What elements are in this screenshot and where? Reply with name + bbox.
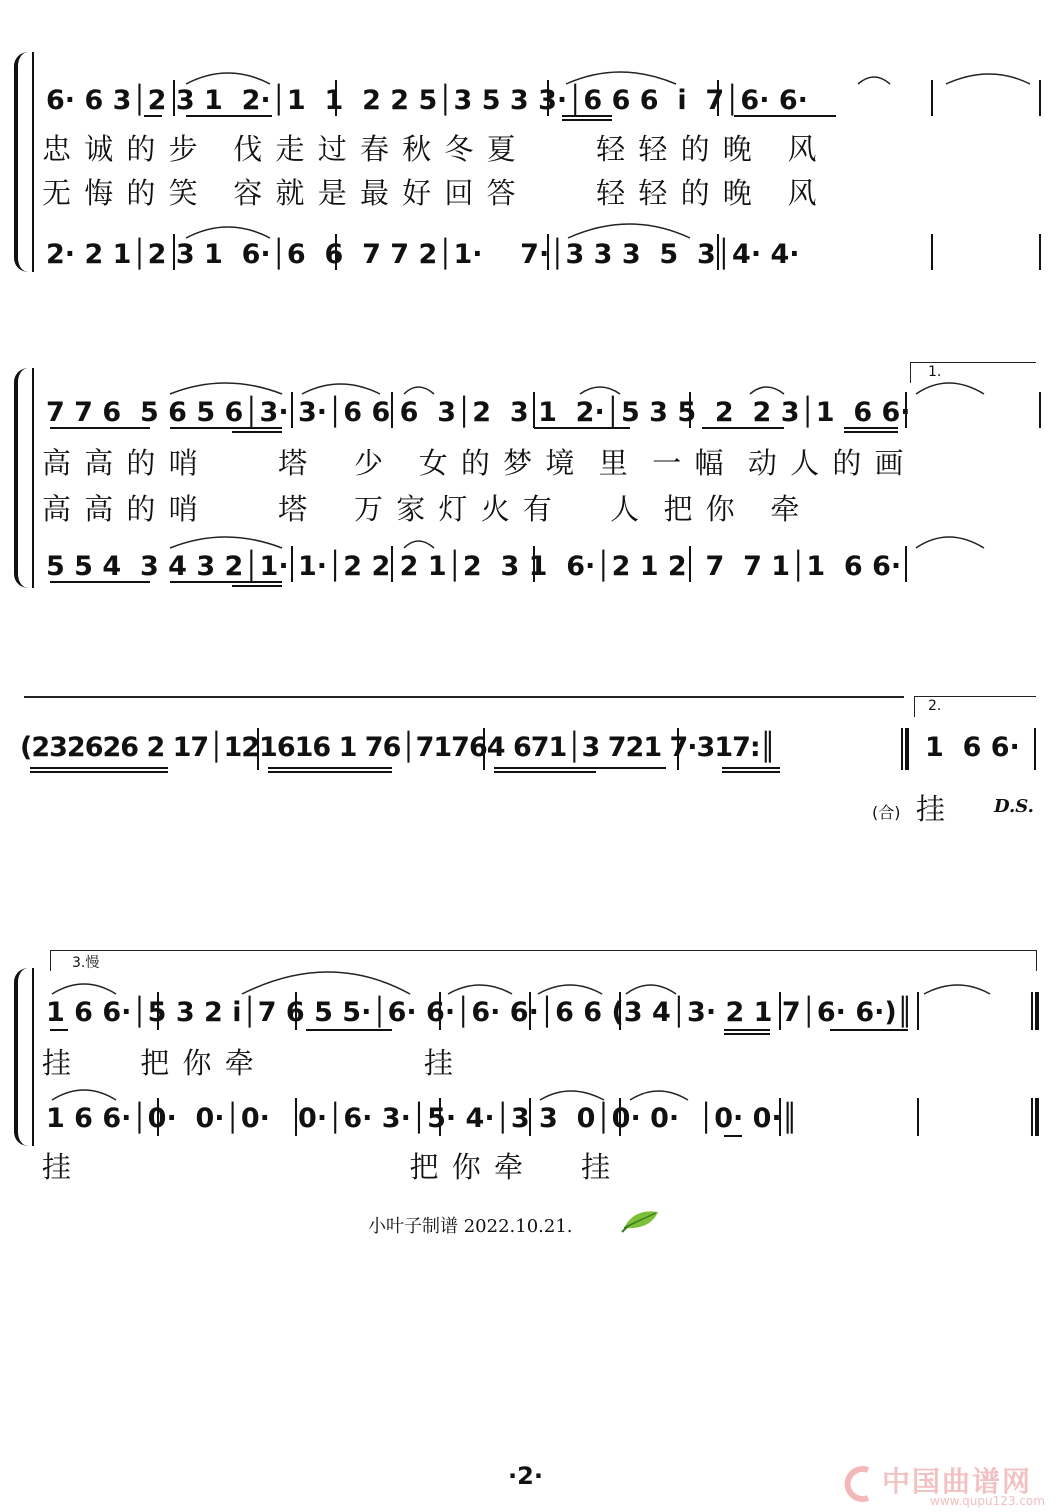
system1-upper-staff: 6· 6 3│2 3 1 2·│1 1 2 2 5│3 5 3 3·│6 6 6 i 7│6· 6· bbox=[46, 85, 808, 116]
system4-volta-label: 3.慢 bbox=[72, 955, 100, 971]
interlude-staff: (232626 2 17│121616 1 76│71764 671│3 721 7·317:║ bbox=[20, 732, 775, 763]
chorus-mark: (合) bbox=[872, 803, 901, 822]
system1-lyric-verse1: 忠 诚 的 步 伐 走 过 春 秋 冬 夏 轻 轻 的 晚 风 bbox=[42, 132, 819, 166]
system4-lyric-upper: 挂 把 你 牵 挂 bbox=[42, 1046, 456, 1080]
system4-lyric-lower: 挂 把 你 牵 挂 bbox=[42, 1150, 613, 1184]
system2-lyric-verse1: 高 高 的 哨 塔 少 女 的 梦 境 里 一 幅 动 人 的 画 bbox=[42, 446, 906, 480]
system4-upper-staff: 1 6 6·│5 3 2 i│7 6 5 5·│6· 6·│6· 6·│6 6 (3 4│3· 2 1 7│6· 6·)║ bbox=[46, 997, 913, 1028]
system1-lyric-verse2: 无 悔 的 笑 容 就 是 最 好 回 答 轻 轻 的 晚 风 bbox=[42, 176, 819, 210]
credit-text: 小叶子制谱 2022.10.21. bbox=[368, 1216, 573, 1237]
system2-volta-label: 1. bbox=[928, 364, 942, 380]
watermark-url: www.qupu123.com bbox=[930, 1494, 1045, 1508]
system1-lower-staff: 2· 2 1│2 3 1 6·│6 6 7 7 2│1· 7·│3 3 3 5 3│4· 4· bbox=[46, 239, 800, 270]
system2-lyric-verse2: 高 高 的 哨 塔 万 家 灯 火 有 人 把 你 牵 bbox=[42, 492, 802, 526]
watermark-text: 中国曲谱网 bbox=[882, 1465, 1033, 1498]
ds-mark: D.S. bbox=[994, 796, 1034, 817]
system2-lower-staff: 5 5 4 3 4 3 2│1· 1·│2 2 2 1│2 3 1 6·│2 1 2 7 7 1│1 6 6· bbox=[46, 551, 902, 582]
system3-volta-label: 2. bbox=[928, 698, 942, 714]
page-number: ·2· bbox=[508, 1462, 543, 1490]
system3-ending-lyric: 挂 bbox=[916, 792, 948, 826]
system3-ending-notes: 1 6 6· bbox=[925, 732, 1020, 763]
system4-lower-staff: 1 6 6·│0· 0·│0· 0·│6· 3·│5· 4·│3 3 0│0· 0· │0· 0·║ bbox=[46, 1103, 798, 1134]
system2-upper-staff: 7 7 6 5 6 5 6│3· 3·│6 6 6 3│2 3 1 2·│5 3 5 2 2 3│1 6 6· bbox=[46, 397, 911, 428]
